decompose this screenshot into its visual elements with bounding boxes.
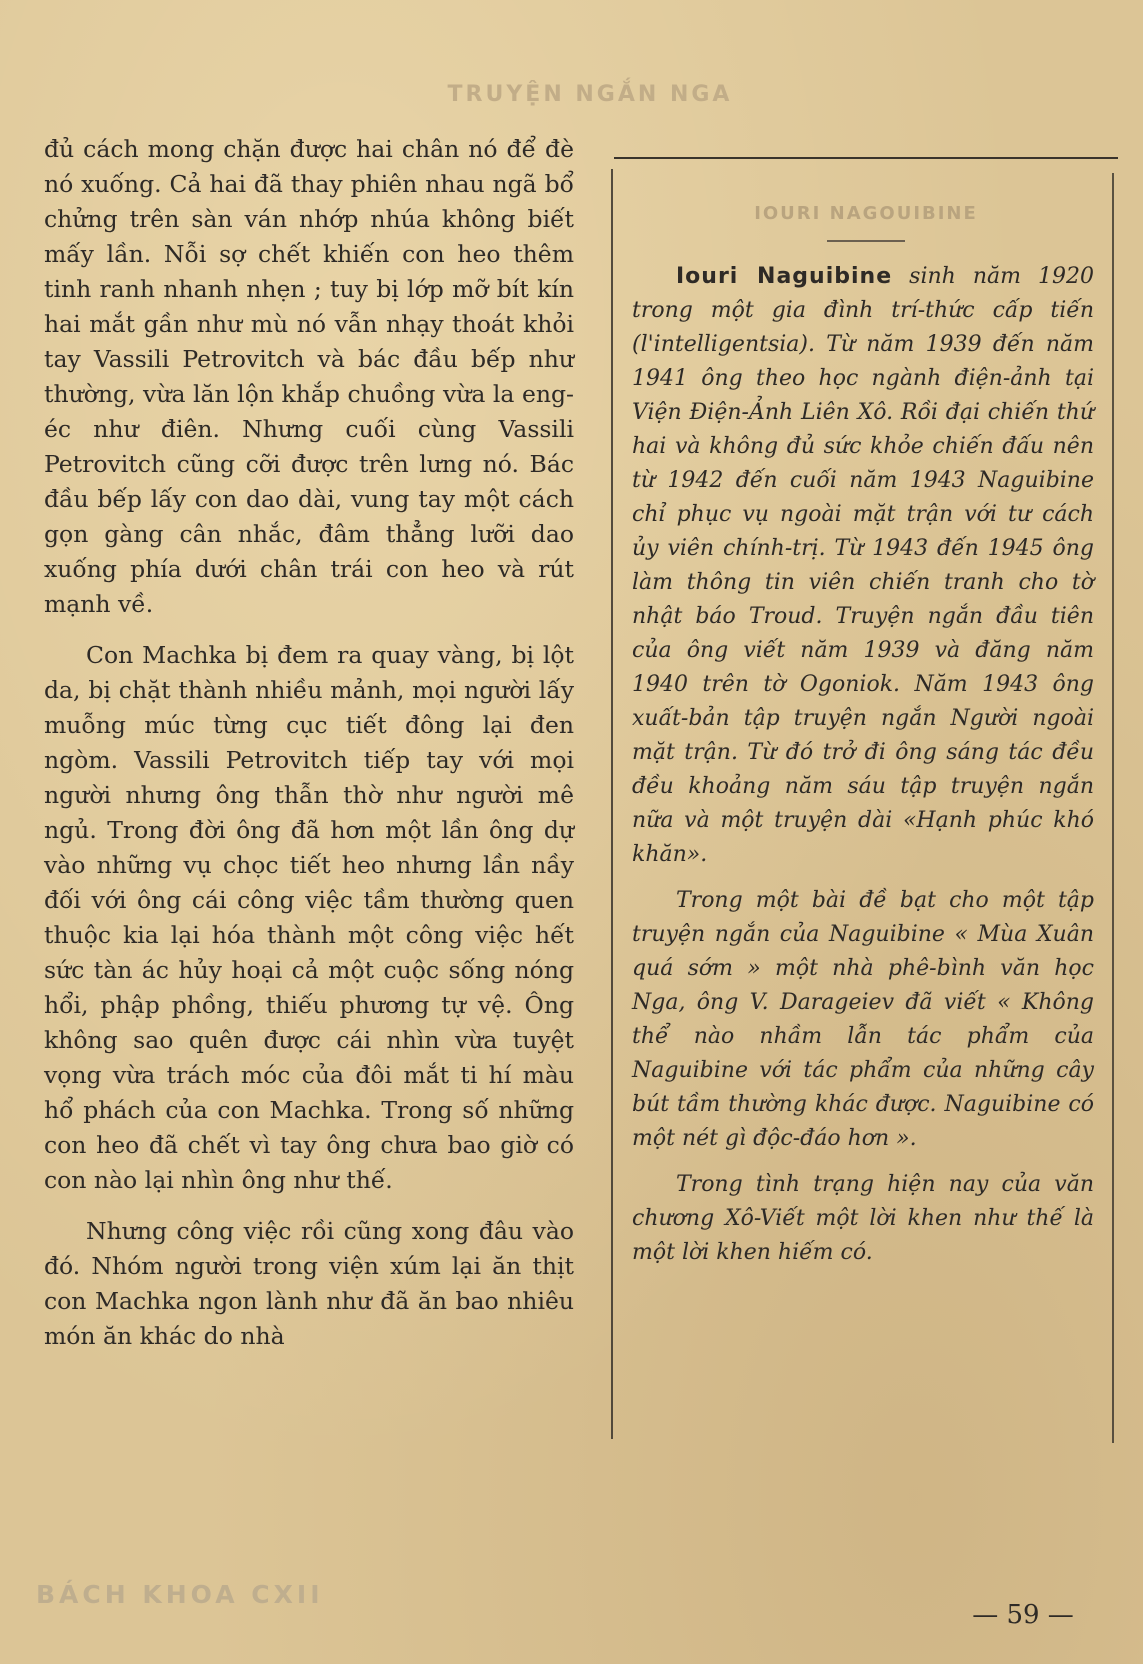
bio-paragraph-3: Trong tình trạng hiện nay của văn chương Xô-Viết một lời khen như thế là một lời khen hiếm có. [632, 1172, 1094, 1265]
bio-paragraph-2: Trong một bài đề bạt cho một tập truyện ngắn của Naguibine « Mùa Xuân quá sớm » một nhà phê-bình văn học Nga, ông V. Darageiev đã viết « Không thể nào nhầm lẫn tác phẩm của Naguibine với tác phẩm của những cây bút tầm thường khác được. Naguibine có một nét gì độc-đáo hơn ». [632, 888, 1094, 1151]
magazine-footer: BÁCH KHOA CXII [36, 1580, 324, 1609]
left-paragraph-2: Con Machka bị đem ra quay vàng, bị lột da, bị chặt thành nhiều mảnh, mọi người lấy muỗng múc từng cục tiết đông lại đen ngòm. Vassili Petrovitch tiếp tay với mọi người nhưng ông thẫn thờ như người mê ngủ. Trong đời ông đã hơn một lần ông dự vào những vụ chọc tiết heo nhưng lần nầy đối với ông cái công việc tầm thường quen thuộc kia lại hóa thành một công việc hết sức tàn ác hủy hoại cả một cuộc sống nóng hổi, phập phồng, thiếu phương tự vệ. Ông không sao quên được cái nhìn vừa tuyệt vọng vừa trách móc của đôi mắt ti hí màu hổ phách của con Machka. Trong số những con heo đã chết vì tay ông chưa bao giờ có con nào lại nhìn ông như thế. [44, 641, 574, 1194]
left-paragraph-3: Nhưng công việc rồi cũng xong đâu vào đó. Nhóm người trong viện xúm lại ăn thịt con Machka ngon lành như đã ăn bao nhiêu món ăn khác do nhà [44, 1217, 574, 1350]
bio-paragraph-1-text: sinh năm 1920 trong một gia đình trí-thức cấp tiến (l'intelligentsia). Từ năm 1939 đến năm 1941 ông theo học ngành điện-ảnh tại Viện Điện-Ảnh Liên Xô. Rồi đại chiến thứ hai và không đủ sức khỏe chiến đấu nên từ 1942 đến cuối năm 1943 Naguibine chỉ phục vụ ngoài mặt trận với tư cách ủy viên chính-trị. Từ 1943 đến 1945 ông làm thông tin viên chiến tranh cho tờ nhật báo Troud. Truyện ngắn đầu tiên của ông viết năm 1939 và đăng năm 1940 trên tờ Ogoniok. Năm 1943 ông xuất-bản tập truyện ngắn Người ngoài mặt trận. Từ đó trở đi ông sáng tác đều đều khoảng năm sáu tập truyện ngắn nữa và một truyện dài «Hạnh phúc khó khăn». [632, 264, 1094, 867]
author-bio-box [614, 157, 1118, 1457]
bio-body [614, 242, 1118, 1270]
bio-paragraph-1 [632, 260, 1094, 872]
left-column [44, 132, 574, 1354]
author-name: Iouri Naguibine [676, 264, 893, 289]
left-paragraph-1: đủ cách mong chặn được hai chân nó để đè nó xuống. Cả hai đã thay phiên nhau ngã bổ chửng trên sàn ván nhớp nhúa không biết mấy lần. Nỗi sợ chết khiến con heo thêm tinh ranh nhanh nhẹn ; tuy bị lớp mỡ bít kín hai mắt gần như mù nó vẫn nhạy thoát khỏi tay Vassili Petrovitch và bác đầu bếp như thường, vừa lăn lộn khắp chuồng vừa la eng-éc như điên. Nhưng cuối cùng Vassili Petrovitch cũng cỡi được trên lưng nó. Bác đầu bếp lấy con dao dài, vung tay một cách gọn gàng cân nhắc, đâm thẳng lưỡi dao xuống phía dưới chân trái con heo và rút mạnh về. [44, 135, 574, 618]
running-head: TRUYỆN NGẮN NGA [447, 82, 733, 107]
bio-box-title: IOURI NAGOUIBINE [754, 203, 978, 224]
page-number: — 59 — [972, 1600, 1074, 1630]
